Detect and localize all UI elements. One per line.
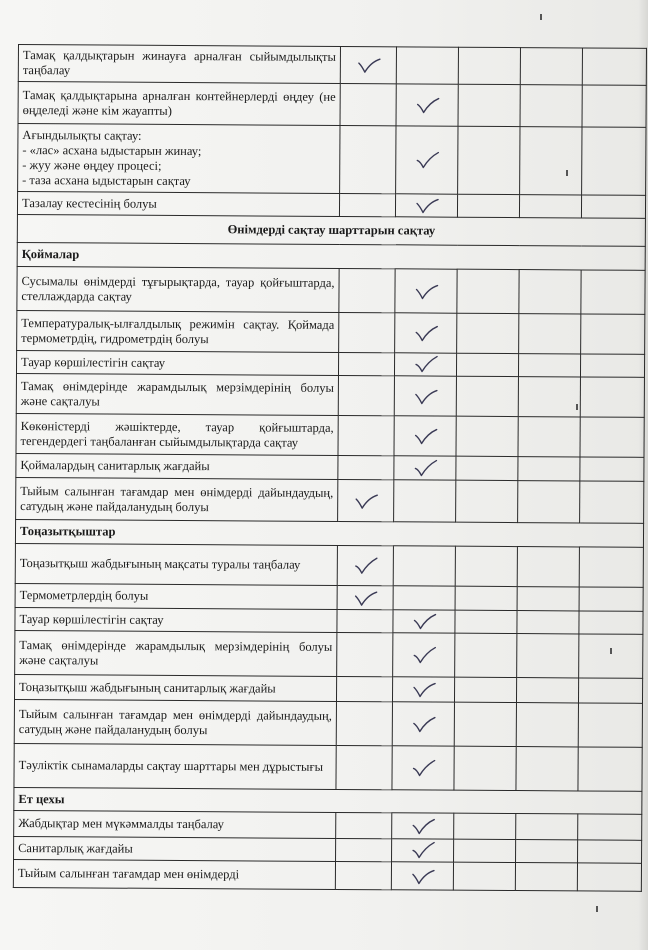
- answer-cell: [454, 839, 516, 862]
- scan-mark: [610, 648, 612, 654]
- answer-cell: [578, 678, 642, 703]
- answer-cell: [516, 814, 578, 840]
- answer-cell: [394, 416, 456, 456]
- answer-cell: [456, 456, 518, 480]
- answer-cell: [455, 586, 517, 610]
- answer-cell: [581, 195, 645, 218]
- checkmark-icon: [412, 426, 438, 446]
- answer-cell: [340, 83, 396, 125]
- checklist-row: [14, 810, 642, 840]
- answer-cell: [516, 703, 578, 747]
- question-cell: [18, 124, 340, 194]
- checkmark-icon: [413, 195, 439, 215]
- question-cell: Тазалау кестесінің болуы: [17, 192, 339, 217]
- answer-cell: [457, 194, 519, 217]
- question-cell: Тоңазытқыш жабдығының мақсаты туралы таңбалау: [15, 543, 337, 585]
- answer-cell: [393, 610, 455, 633]
- answer-cell: [516, 747, 578, 791]
- checkmark-icon: [410, 758, 436, 778]
- answer-cell: [519, 195, 581, 218]
- checkmark-icon: [409, 866, 435, 886]
- question-cell: Көкөністерді жәшіктерде, тауар қойғыштарда, тегендердегі таңбаланған сыйымдылықтарда сақтау: [16, 413, 338, 455]
- answer-cell: [578, 703, 642, 747]
- answer-cell: [518, 457, 580, 481]
- answer-cell: [518, 481, 580, 523]
- answer-cell: [393, 546, 455, 586]
- answer-cell: [456, 353, 518, 376]
- answer-cell: [394, 480, 456, 522]
- checklist-row: [18, 45, 646, 86]
- checkmark-icon: [353, 491, 379, 511]
- answer-cell: [335, 861, 391, 889]
- answer-cell: [517, 587, 579, 611]
- answer-cell: [392, 746, 454, 790]
- section-header-row: [17, 214, 645, 246]
- answer-cell: [578, 840, 642, 863]
- question-cell: Тыйым салынған тағамдар мен өнімдерді: [13, 859, 335, 889]
- question-cell: Санитарлық жағдайы: [14, 836, 336, 861]
- subsection-title: Ет цехы: [14, 787, 642, 814]
- checkmark-icon: [411, 679, 437, 699]
- question-cell: Тауар көршілестігін сақтау: [16, 350, 338, 375]
- answer-cell: [337, 609, 393, 632]
- subsection-title: Қоймалар: [17, 242, 645, 270]
- answer-cell: [458, 126, 520, 194]
- checklist-row: [16, 373, 644, 417]
- answer-cell: [580, 417, 644, 457]
- answer-cell: [520, 85, 582, 127]
- answer-cell: [457, 269, 519, 313]
- answer-cell: [520, 127, 582, 195]
- question-line: - таза асхана ыдыстарын сақтау: [22, 172, 191, 188]
- scan-mark: [566, 170, 568, 176]
- answer-cell: [336, 838, 392, 861]
- checkmark-icon: [411, 645, 437, 665]
- answer-cell: [458, 84, 520, 126]
- checkmark-icon: [410, 816, 436, 836]
- checklist-row: [14, 743, 642, 791]
- answer-cell: [396, 47, 458, 84]
- answer-cell: [338, 415, 394, 455]
- answer-cell: [578, 747, 642, 791]
- checkmark-icon: [355, 55, 381, 75]
- answer-cell: [520, 48, 582, 85]
- answer-cell: [578, 814, 642, 840]
- answer-cell: [339, 312, 395, 352]
- checklist-row: [15, 630, 643, 678]
- checkmark-icon: [410, 714, 436, 734]
- question-cell: Жабдықтар мен мүкәммалды таңбалау: [14, 810, 336, 838]
- answer-cell: [336, 676, 392, 701]
- checklist-row: [18, 124, 646, 196]
- answer-cell: [337, 632, 393, 676]
- answer-cell: [515, 863, 577, 891]
- answer-cell: [455, 610, 517, 633]
- answer-cell: [339, 193, 395, 216]
- answer-cell: [456, 376, 518, 416]
- question-cell: Тәуліктік сынамаларды сақтау шарттары мен дұрыстығы: [14, 743, 336, 789]
- checkmark-icon: [352, 588, 378, 608]
- answer-cell: [455, 546, 517, 586]
- answer-cell: [394, 376, 456, 416]
- checklist-row: [14, 674, 642, 703]
- answer-cell: [396, 126, 458, 194]
- answer-cell: [457, 313, 519, 353]
- answer-cell: [579, 611, 643, 634]
- answer-cell: [337, 585, 393, 609]
- answer-cell: [456, 416, 518, 456]
- checklist-row: [17, 310, 645, 354]
- answer-cell: [392, 839, 454, 862]
- checkmark-icon: [413, 281, 439, 301]
- answer-cell: [338, 375, 394, 415]
- answer-cell: [580, 457, 644, 481]
- answer-cell: [392, 677, 454, 702]
- answer-cell: [516, 678, 578, 703]
- checklist-row: [13, 859, 641, 891]
- checklist-row: [17, 266, 645, 314]
- question-cell: Тамақ өнімдерінде жарамдылық мерзімдерінің болуы және сақталуы: [16, 373, 338, 415]
- answer-cell: [336, 812, 392, 838]
- answer-cell: [453, 862, 515, 890]
- answer-cell: [517, 547, 579, 587]
- answer-cell: [579, 587, 643, 611]
- answer-cell: [458, 47, 520, 84]
- answer-cell: [582, 48, 646, 85]
- answer-cell: [518, 377, 580, 417]
- answer-cell: [392, 702, 454, 746]
- checklist-table: [13, 44, 647, 892]
- question-line: - жуу және өңдеу процесі;: [22, 157, 162, 173]
- answer-cell: [393, 586, 455, 610]
- answer-cell: [336, 701, 392, 745]
- answer-cell: [338, 455, 394, 479]
- answer-cell: [395, 194, 457, 217]
- answer-cell: [518, 354, 580, 377]
- checkmark-icon: [410, 840, 436, 860]
- checkmark-icon: [413, 323, 439, 343]
- answer-cell: [454, 813, 516, 839]
- question-cell: Температуралық-ылғалдылық режимін сақтау. Қоймада термометрдің, гидрометрдің болуы: [17, 310, 339, 352]
- answer-cell: [339, 268, 395, 312]
- checkmark-icon: [411, 611, 437, 631]
- checkmark-icon: [414, 150, 440, 170]
- question-cell: Тамақ өнімдерінде жарамдылық мерзімдерінің болуы және сақталуы: [15, 630, 337, 676]
- answer-cell: [581, 314, 645, 354]
- answer-cell: [394, 353, 456, 376]
- section-title: Өнімдерді сақтау шарттарын сақтау: [17, 214, 645, 246]
- scan-mark: [540, 14, 542, 20]
- answer-cell: [582, 127, 646, 195]
- answer-cell: [338, 352, 394, 375]
- checkmark-icon: [352, 556, 378, 576]
- answer-cell: [580, 354, 644, 377]
- answer-cell: [577, 863, 641, 891]
- checklist-row: [16, 477, 644, 523]
- checkmark-icon: [412, 386, 438, 406]
- question-cell: Тамақ қалдықтарын жинауға арналған сыйымдылықты таңбалау: [18, 45, 340, 84]
- answer-cell: [395, 269, 457, 313]
- answer-cell: [394, 456, 456, 480]
- question-cell: Тыйым салынған тағамдар мен өнімдерді дайындаудың, сатудың және пайдаланудың болуы: [14, 699, 336, 745]
- subsection-title: Тоңазытқыштар: [15, 519, 643, 547]
- question-cell: Термометрлердің болуы: [15, 583, 337, 609]
- answer-cell: [580, 481, 644, 523]
- answer-cell: [454, 702, 516, 746]
- answer-cell: [519, 314, 581, 354]
- answer-cell: [393, 633, 455, 677]
- answer-cell: [581, 270, 645, 314]
- question-line: Ағындылықты сақтау:: [22, 127, 142, 143]
- question-cell: Тыйым салынған тағамдар мен өнімдерді дайындаудың, сатудың және пайдаланудың болуы: [16, 477, 338, 521]
- answer-cell: [579, 634, 643, 678]
- answer-cell: [392, 813, 454, 839]
- answer-cell: [336, 745, 392, 789]
- checkmark-icon: [414, 95, 440, 115]
- answer-cell: [582, 85, 646, 127]
- question-cell: Сусымалы өнімдерді тұғырықтарда, тауар қойғыштарда, стеллаждарда сақтау: [17, 266, 339, 312]
- answer-cell: [517, 634, 579, 678]
- checklist-row: [16, 413, 644, 457]
- checkmark-icon: [412, 458, 438, 478]
- question-line: - «лас» асхана ыдыстарын жинау;: [22, 142, 202, 158]
- answer-cell: [519, 270, 581, 314]
- answer-cell: [396, 84, 458, 126]
- answer-cell: [516, 840, 578, 863]
- question-cell: Тоңазытқыш жабдығының санитарлық жағдайы: [14, 674, 336, 701]
- answer-cell: [340, 46, 396, 83]
- answer-cell: [517, 611, 579, 634]
- scan-mark: [596, 906, 598, 912]
- answer-cell: [456, 480, 518, 522]
- question-cell: Тамақ қалдықтарына арналған контейнерлерді өңдеу (не өңделеді және кім жауапты): [18, 82, 340, 126]
- scan-mark: [576, 404, 578, 410]
- checklist-row: [18, 82, 646, 128]
- answer-cell: [391, 862, 453, 890]
- answer-cell: [454, 746, 516, 790]
- answer-cell: [338, 479, 394, 521]
- answer-cell: [454, 677, 516, 702]
- answer-cell: [580, 377, 644, 417]
- checklist-row: [14, 699, 642, 747]
- answer-cell: [455, 633, 517, 677]
- answer-cell: [395, 313, 457, 353]
- question-cell: Тауар көршілестігін сақтау: [15, 607, 337, 632]
- answer-cell: [579, 547, 643, 587]
- question-cell: Қоймалардың санитарлық жағдайы: [16, 453, 338, 479]
- answer-cell: [518, 417, 580, 457]
- checkmark-icon: [412, 354, 438, 374]
- answer-cell: [337, 545, 393, 585]
- page-edge-shadow: [638, 0, 648, 950]
- checklist-row: [15, 543, 643, 587]
- answer-cell: [340, 125, 396, 193]
